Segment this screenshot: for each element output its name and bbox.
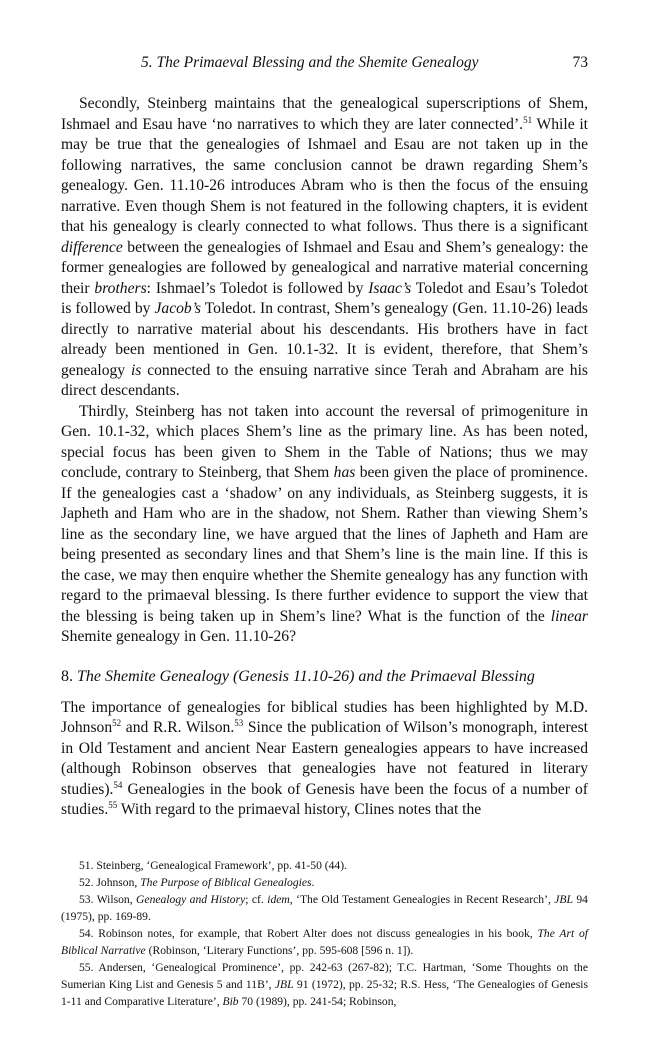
- text-run: 53. Wilson,: [79, 892, 137, 906]
- text-run: 52. Johnson,: [79, 875, 141, 889]
- italic-run: Isaac’s: [368, 279, 412, 297]
- italic-run: linear: [550, 607, 588, 625]
- text-run: Secondly, Steinberg maintains that the genealogical superscriptions of Shem, Ishmael and Esau have ‘no narratives to which they are later connected’.: [61, 95, 588, 133]
- section-heading: [61, 666, 588, 688]
- italic-run: Genealogy and History: [136, 892, 246, 906]
- italic-run: difference: [61, 238, 123, 256]
- footnote-55: [61, 959, 588, 1010]
- italic-run: idem: [267, 892, 290, 906]
- text-run: 55. Andersen, ‘Genealogical Prominence’, pp. 242-63 (267-82); T.C. Hartman, ‘Some Thoughts on the Sumerian King List and Genesis 5 and 11B’,: [61, 960, 588, 991]
- italic-run: JBL: [274, 977, 294, 991]
- section-title: The Shemite Genealogy (Genesis 11.10-26) and the Primaeval Blessing: [77, 667, 535, 685]
- text-run: between the genealogies of Ishmael and Esau and Shem’s genealogy: the former genealogies are followed by genealogical and narrative material concerning their: [61, 238, 588, 297]
- text-run: 51. Steinberg, ‘Genealogical Framework’, pp. 41-50 (44).: [79, 858, 347, 872]
- footnotes: [61, 857, 588, 1010]
- text-run: (Robinson, ‘Literary Functions’, pp. 595-608 [596 n. 1]).: [145, 943, 414, 957]
- footnote-ref-54: 54: [113, 779, 123, 790]
- footnote-51: [61, 857, 588, 874]
- text-run: Toledot. In contrast, Shem’s genealogy (Gen. 11.10-26) leads directly to narrative material about his descendants. His brothers have in fact already been mentioned in Gen. 10.1-32. It is evident, therefore, that Shem’s genealogy: [61, 300, 588, 379]
- italic-run: Jacob’s: [154, 300, 201, 317]
- italic-run: The Art of Biblical Narrative: [61, 926, 588, 957]
- text-run: Since the publication of Wilson’s monograph, interest in Old Testament and ancient Near Eastern genealogies appears to have increased (although Robinson observes that genealogies have not featured in literary studies).: [61, 719, 588, 798]
- body-text: [61, 94, 588, 821]
- text-run: Genealogies in the book of Genesis have been the focus of a number of studies.: [61, 780, 588, 818]
- footnote-ref-53: 53: [234, 717, 244, 728]
- text-run: Shemite genealogy in Gen. 11.10-26?: [61, 628, 297, 645]
- text-run: : Ishmael’s Toledot is followed by: [146, 279, 369, 297]
- text-run: 54. Robinson notes, for example, that Robert Alter does not discuss genealogies in his book,: [79, 926, 538, 940]
- book-page: [61, 54, 588, 1010]
- paragraph-1: [61, 94, 588, 402]
- text-run: been given the place of prominence. If the genealogies cast a ‘shadow’ on any individuals, as Steinberg suggests, it is Japheth and Ham who are in the shadow, not Shem. Rather than viewing Shem’s line as the secondary line, we have argued that the lines of Japheth and Ham are being presented as secondary lines and that Shem’s line is the main line. If this is the case, we may then enquire whether the Shemite genealogy has any function with regard to the primaeval blessing. Is there further evidence to support the view that the blessing is being taken up in Shem’s line? What is the function of the: [61, 464, 588, 625]
- text-run: 94 (1975), pp. 169-89.: [61, 892, 588, 923]
- paragraph-3: [61, 698, 588, 821]
- text-run: ; cf.: [245, 892, 268, 906]
- text-run: The importance of genealogies for biblical studies has been highlighted by M.D. Johnson: [61, 698, 588, 736]
- italic-run: brothers: [94, 279, 147, 297]
- footnote-53: [61, 891, 588, 925]
- text-run: Thirdly, Steinberg has not taken into account the reversal of primogeniture in Gen. 10.1-32, which places Shem’s line as the primary line. As has been noted, special focus has been given to Shem in the Table of Nations; thus we may conclude, contrary to Steinberg, that Shem: [61, 402, 588, 481]
- running-head: [61, 54, 588, 76]
- italic-run: is: [130, 361, 142, 379]
- text-run: and R.R. Wilson.: [121, 719, 235, 736]
- text-run: .: [311, 875, 315, 889]
- text-run: Toledot and Esau’s Toledot is followed by: [61, 279, 588, 317]
- italic-run: has: [333, 464, 356, 481]
- footnote-54: [61, 925, 588, 959]
- footnote-ref-55: 55: [108, 799, 118, 810]
- section-number: 8.: [61, 667, 73, 685]
- text-run: 91 (1972), pp. 25-32; R.S. Hess, ‘The Genealogies of Genesis 1-11 and Comparative Literature’,: [61, 977, 588, 1008]
- paragraph-2: [61, 402, 588, 648]
- text-run: With regard to the primaeval history, Clines notes that the: [117, 801, 482, 818]
- text-run: 70 (1989), pp. 241-54; Robinson,: [238, 994, 397, 1008]
- footnote-52: [61, 874, 588, 891]
- text-run: connected to the ensuing narrative since Terah and Abraham are his direct descendants.: [61, 361, 588, 399]
- running-head-title: 5. The Primaeval Blessing and the Shemite Genealogy: [141, 54, 479, 71]
- italic-run: Bib: [222, 994, 239, 1008]
- italic-run: JBL: [554, 892, 573, 906]
- italic-run: The Purpose of Biblical Genealogies: [140, 875, 312, 889]
- text-run: , ‘The Old Testament Genealogies in Recent Research’,: [289, 892, 555, 906]
- page-number: 73: [572, 54, 588, 71]
- footnote-ref-52: 52: [112, 717, 122, 728]
- text-run: While it may be true that the genealogies of Ishmael and Esau are not taken up in the following narratives, the same conclusion cannot be drawn regarding Shem’s genealogy. Gen. 11.10-26 introduces Abram who is then the focus of the ensuing narrative. Even though Shem is not featured in the following chapters, it is evident that his genealogy is clearly connected to what follows. Thus there is a significant: [61, 115, 589, 235]
- footnote-ref-51: 51: [523, 114, 533, 125]
